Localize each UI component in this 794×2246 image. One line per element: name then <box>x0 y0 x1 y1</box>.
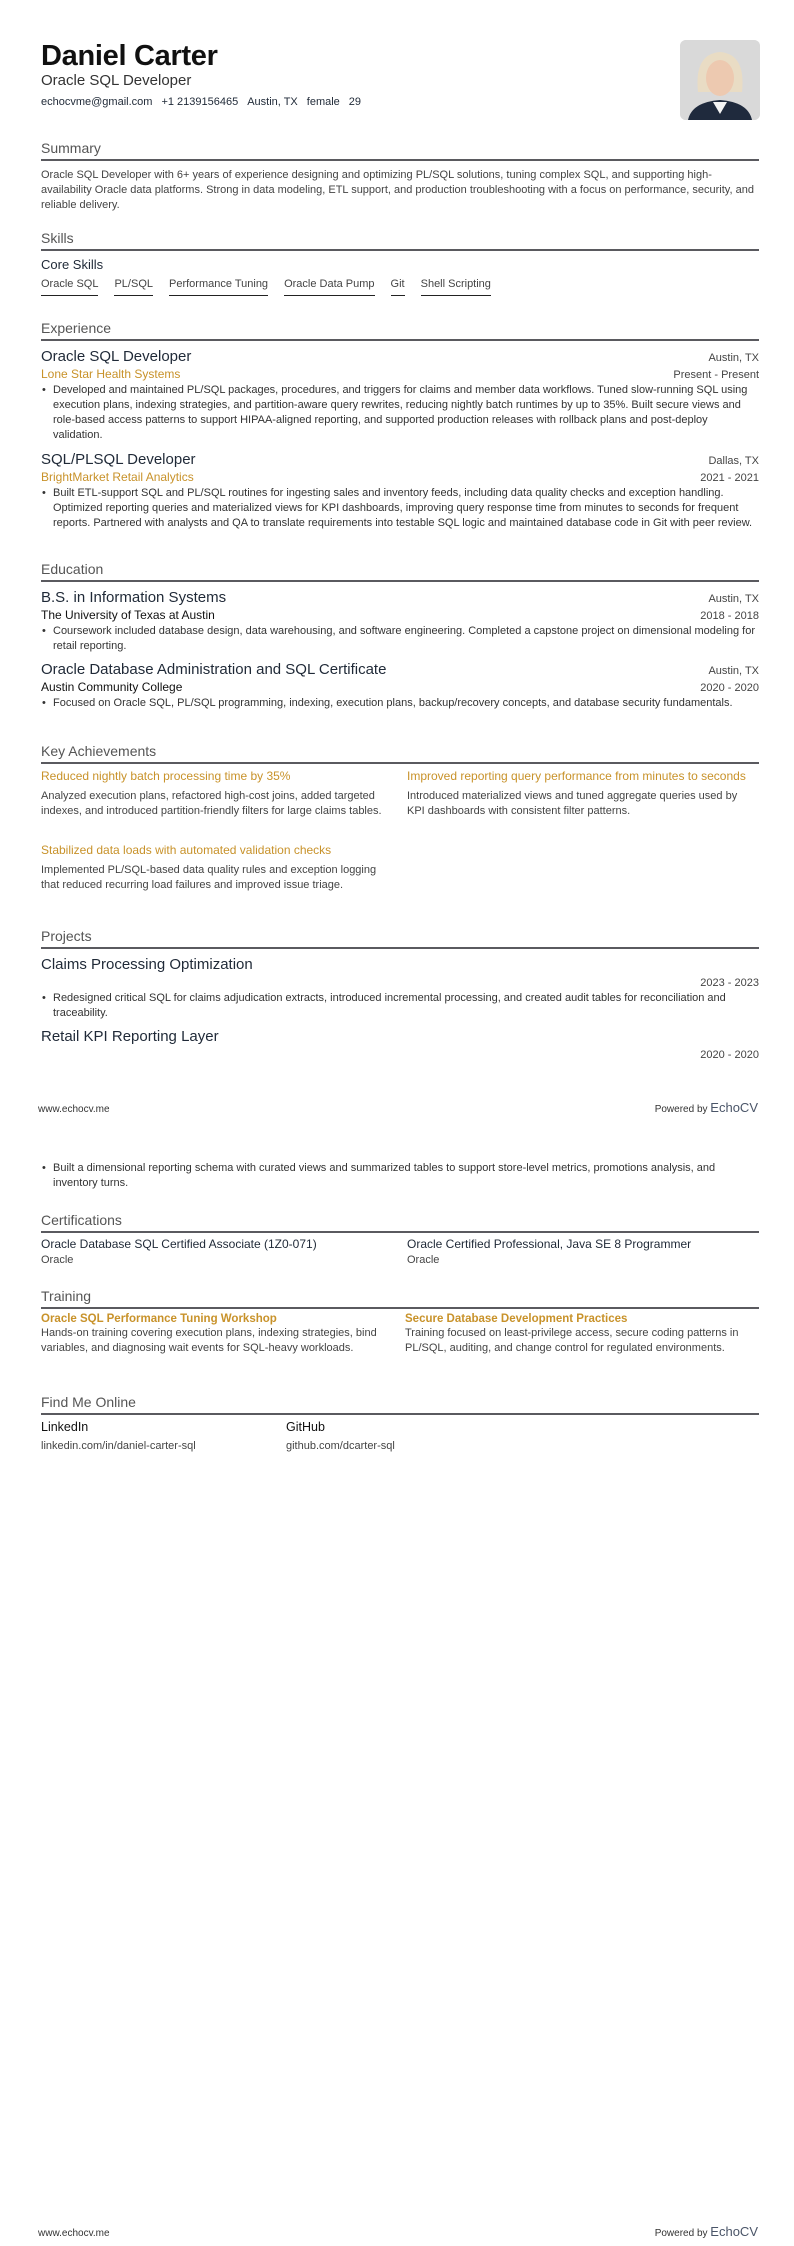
project-title: Retail KPI Reporting Layer <box>41 1028 219 1045</box>
project-item <box>41 1028 759 1061</box>
online-label: GitHub <box>286 1420 325 1434</box>
job-title: SQL/PLSQL Developer <box>41 451 196 468</box>
github-link[interactable]: github.com/dcarter-sql <box>286 1440 395 1452</box>
avatar <box>680 40 760 120</box>
online-item <box>286 1420 506 1452</box>
achievement-title: Stabilized data loads with automated validation checks <box>41 843 332 857</box>
skill-tags <box>41 278 759 296</box>
training-title: Oracle SQL Performance Tuning Workshop <box>41 1313 277 1325</box>
skill-tag: Shell Scripting <box>421 278 491 296</box>
section-heading: Summary <box>41 140 759 161</box>
skill-tag: Oracle SQL <box>41 278 98 296</box>
section-heading: Training <box>41 1288 759 1309</box>
achievements-section <box>41 743 759 764</box>
experience-item <box>41 348 759 443</box>
online-label: LinkedIn <box>41 1420 89 1434</box>
experience-item <box>41 451 759 531</box>
footer-site-link[interactable]: www.echocv.me <box>38 1104 110 1115</box>
skill-tag: Oracle Data Pump <box>284 278 374 296</box>
project-bullet: • Redesigned critical SQL for claims adjudication extracts, introduced incremental processing, and created audit tables for reconciliation and traceability. <box>41 991 759 1021</box>
edu-bullet: • Focused on Oracle SQL, PL/SQL programming, indexing, execution plans, backup/recovery concepts, and database security fundamentals. <box>41 696 759 711</box>
skills-section <box>41 230 759 296</box>
certification-item <box>407 1237 757 1266</box>
education-section <box>41 561 759 711</box>
edu-location: Austin, TX <box>708 593 759 605</box>
section-heading: Skills <box>41 230 759 251</box>
project-item <box>41 956 759 1021</box>
echocv-brand[interactable]: EchoCV <box>710 2224 758 2239</box>
degree: B.S. in Information Systems <box>41 589 227 606</box>
cert-issuer: Oracle <box>41 1254 74 1266</box>
powered-by <box>655 2224 758 2239</box>
phone: +1 2139156465 <box>161 96 239 108</box>
section-heading: Education <box>41 561 759 582</box>
project-title: Claims Processing Optimization <box>41 956 253 973</box>
projects-section <box>41 928 759 1061</box>
job-bullet: • Developed and maintained PL/SQL packages, procedures, and triggers for claims and member data workflows. Tuned slow-running SQL using execution plans, indexing strategies, and partition-aware query rewrites, reducing nightly batch runtimes by up to 35%. Built secure views and role-based access patterns to support HIPAA-aligned reporting, and supported production releases with rollback plans and post-deploy validation. <box>41 383 759 443</box>
email[interactable]: echocvme@gmail.com <box>41 96 153 108</box>
summary-section <box>41 140 759 213</box>
training-desc: Training focused on least-privilege access, secure coding patterns in PL/SQL, auditing, and change control for regulated environments. <box>405 1327 739 1354</box>
online-section <box>41 1394 759 1415</box>
job-dates: 2021 - 2021 <box>700 472 759 484</box>
school: The University of Texas at Austin <box>41 608 215 622</box>
school: Austin Community College <box>41 680 183 694</box>
section-heading: Key Achievements <box>41 743 759 764</box>
skill-group-title: Core Skills <box>41 257 104 272</box>
job-location: Austin, TX <box>708 352 759 364</box>
section-heading: Projects <box>41 928 759 949</box>
candidate-title: Oracle SQL Developer <box>41 72 192 89</box>
training-item <box>405 1313 755 1356</box>
education-item <box>41 589 759 654</box>
skill-tag: PL/SQL <box>114 278 153 296</box>
experience-section <box>41 320 759 531</box>
cert-name: Oracle Certified Professional, Java SE 8 Programmer <box>407 1237 692 1251</box>
contact-info <box>41 96 759 108</box>
cert-issuer: Oracle <box>407 1254 440 1266</box>
footer-site-link[interactable]: www.echocv.me <box>38 2228 110 2239</box>
linkedin-link[interactable]: linkedin.com/in/daniel-carter-sql <box>41 1440 196 1452</box>
project-continued <box>41 1161 759 1191</box>
age: 29 <box>348 96 362 108</box>
job-location: Dallas, TX <box>708 455 759 467</box>
company: BrightMarket Retail Analytics <box>41 470 194 484</box>
training-section <box>41 1288 759 1309</box>
edu-dates: 2020 - 2020 <box>700 682 759 694</box>
powered-label: Powered by <box>654 1104 708 1115</box>
online-item <box>41 1420 261 1452</box>
project-dates: 2023 - 2023 <box>700 977 759 989</box>
gender: female <box>306 96 340 108</box>
achievement-desc: Introduced materialized views and tuned aggregate queries used by KPI dashboards with consistent filter patterns. <box>407 790 738 817</box>
edu-bullet: • Coursework included database design, data warehousing, and software engineering. Completed a capstone project on dimensional modeling for retail reporting. <box>41 624 759 654</box>
edu-dates: 2018 - 2018 <box>700 610 759 622</box>
echocv-brand[interactable]: EchoCV <box>710 1100 758 1115</box>
edu-location: Austin, TX <box>708 665 759 677</box>
degree: Oracle Database Administration and SQL Certificate <box>41 661 387 678</box>
achievement-desc: Implemented PL/SQL-based data quality rules and exception logging that reduced recurring load failures and improved issue triage. <box>41 864 377 891</box>
summary-text: Oracle SQL Developer with 6+ years of experience designing and optimizing PL/SQL solutions, tuning complex SQL, and supporting high-availability Oracle data platforms. Strong in data modeling, ETL support, and production troubleshooting with a focus on performance, security, and reliable delivery. <box>41 169 754 211</box>
cert-name: Oracle Database SQL Certified Associate (1Z0-071) <box>41 1237 317 1251</box>
project-dates: 2020 - 2020 <box>700 1049 759 1061</box>
training-desc: Hands-on training covering execution plans, indexing strategies, bind variables, and diagnosing wait events for SQL-heavy workloads. <box>41 1327 377 1354</box>
powered-label: Powered by <box>654 2228 708 2239</box>
achievement-item <box>41 768 391 819</box>
certification-item <box>41 1237 391 1266</box>
certifications-section <box>41 1212 759 1233</box>
section-heading: Certifications <box>41 1212 759 1233</box>
job-title: Oracle SQL Developer <box>41 348 192 365</box>
candidate-name: Daniel Carter <box>41 40 218 72</box>
skill-tag: Performance Tuning <box>169 278 268 296</box>
job-dates: Present - Present <box>673 369 759 381</box>
project-bullet: • Built a dimensional reporting schema with curated views and summarized tables to support store-level metrics, promotions analysis, and inventory turns. <box>41 1161 759 1191</box>
section-heading: Experience <box>41 320 759 341</box>
achievement-title: Improved reporting query performance from minutes to seconds <box>407 769 746 783</box>
training-item <box>41 1313 391 1356</box>
skill-tag: Git <box>391 278 405 296</box>
achievement-item <box>407 768 757 819</box>
powered-by <box>655 1100 758 1115</box>
achievement-item <box>41 842 391 893</box>
education-item <box>41 661 759 711</box>
location: Austin, TX <box>247 96 298 108</box>
achievement-desc: Analyzed execution plans, refactored high-cost joins, added targeted indexes, and introduced partition-friendly filters for large claims tables. <box>41 790 382 817</box>
achievement-title: Reduced nightly batch processing time by 35% <box>41 769 291 783</box>
job-bullet: • Built ETL-support SQL and PL/SQL routines for ingesting sales and inventory feeds, including data quality checks and exception handling. Optimized reporting queries and materialized views for KPI dashboards, improving query response time from minutes to seconds for frequent reports. Partnered with analysts and QA to translate requirements into testable SQL logic and maintained database code in Git with peer review. <box>41 486 759 531</box>
training-title: Secure Database Development Practices <box>405 1313 628 1325</box>
section-heading: Find Me Online <box>41 1394 759 1415</box>
company: Lone Star Health Systems <box>41 367 181 381</box>
